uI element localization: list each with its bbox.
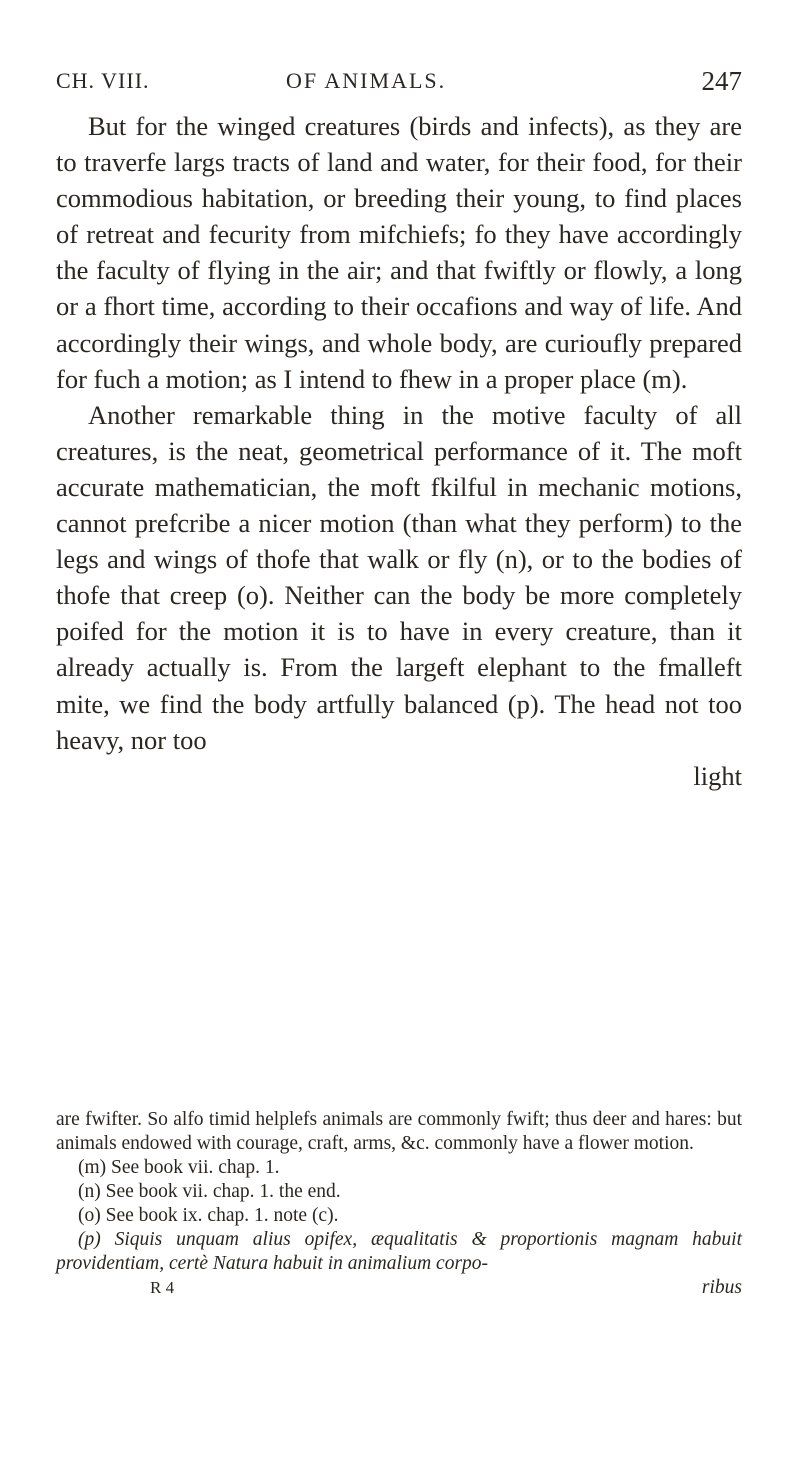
printer-signature: R 4: [150, 1278, 175, 1297]
footnotes: [56, 1108, 742, 1302]
footnote-o: (o) See book ix. chap. 1. note (c).: [78, 1205, 339, 1226]
chapter-label: CH. VIII.: [56, 68, 150, 93]
main-text: [56, 108, 742, 794]
signature-row: [56, 1276, 742, 1302]
running-head: [56, 68, 742, 102]
catchword-body: light: [693, 760, 742, 791]
page-number: 247: [701, 66, 742, 96]
footnote-m: (m) See book vii. chap. 1.: [78, 1157, 280, 1178]
catchword-footnote: ribus: [701, 1277, 742, 1298]
footnote-continuation: are fwifter. So alfo timid helplefs animals are commonly fwift; thus deer and hares: but animals endowed with courage, craft, arms, &c. commonly have a flower motion.: [56, 1109, 742, 1154]
footnote-p: (p) Siquis unquam alius opifex, æqualitatis & proportionis magnam habuit providentiam, certè Natura habuit in animalium corpo-: [56, 1229, 742, 1274]
running-title: OF ANIMALS.: [286, 68, 447, 93]
paragraph-motive-faculty: Another remarkable thing in the motive faculty of all creatures, is the neat, geometrical performance of it. The moft accurate mathematician, the moft fkilful in mechanic motions, cannot prefcribe a nicer motion (than what they perform) to the legs and wings of thofe that walk or fly (n), or to the bodies of thofe that creep (o). Neither can the body be more completely poifed for the motion it is to have in every creature, than it already actually is. From the largeft elephant to the fmalleft mite, we find the body artfully balanced (p). The head not too heavy, nor too: [56, 399, 742, 755]
paragraph-winged-creatures: But for the winged creatures (birds and infects), as they are to traverfe largs tracts of land and water, for their food, for their commodious habitation, or breeding their young, to find places of retreat and fecurity from mifchiefs; fo they have accordingly the faculty of flying in the air; and that fwiftly or flowly, a long or a fhort time, according to their occafions and way of life. And accordingly their wings, and whole body, are curioufly prepared for fuch a motion; as I intend to fhew in a proper place (m).: [56, 111, 742, 394]
footnote-n: (n) See book vii. chap. 1. the end.: [78, 1181, 341, 1202]
